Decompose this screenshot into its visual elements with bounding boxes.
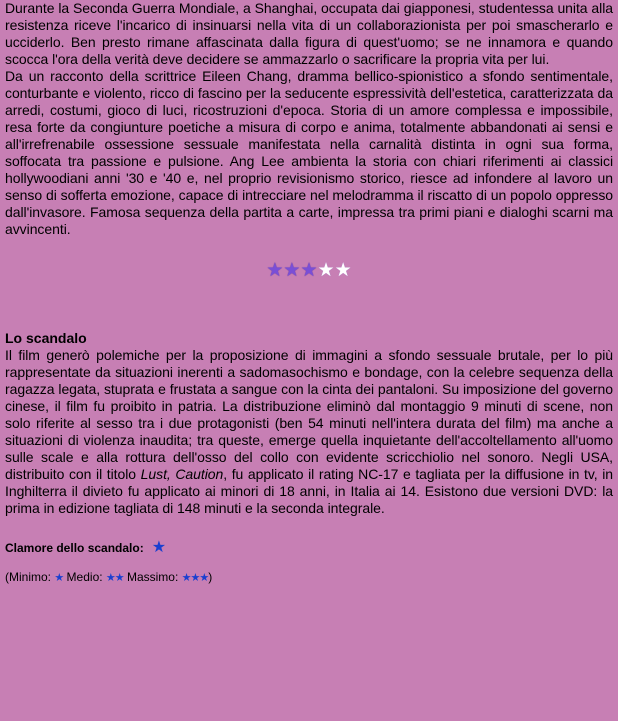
- legend-massimo-label: Massimo:: [123, 570, 182, 584]
- star-icon: ★★: [105, 572, 124, 584]
- star-icon: ★: [266, 260, 284, 281]
- star-icon: ★: [151, 539, 167, 556]
- scandal-paragraph: [5, 347, 613, 517]
- scandal-text-before: Il film generò polemiche per la proposizione di immagini a sfondo sessuale brutale, per lo più rappresentate da situazioni inerenti a sadomasochismo e bondage, con la celebre sequenza della ragazza legata, stuprata e frustata a sangue con la cinta dei pantaloni. Su imposizione del governo cinese, il film fu proibito in patria. La distribuzione eliminò dal montaggio 9 minuti di scene, non solo riferite al sesso tra i due protagonisti (ben 54 minuti nell'intera durata del film) ma anche a situazioni di violenza inaudita; tra queste, emerge quella inquietante dell'accoltellamento all'uomo sulle scale e alla rottura dell'osso del collo con evidente scricchiolio nel sonoro. Negli USA, distribuito con il titolo: [5, 347, 613, 482]
- scandal-level-label: Clamore dello scandalo:: [5, 541, 144, 555]
- star-icon: ★: [283, 260, 301, 281]
- star-icon: ★: [300, 260, 318, 281]
- scandal-text-after: , fu applicato il rating NC-17 e tagliata per la diffusione in tv, in Inghilterra il divieto fu applicato ai minori di 18 anni, in Italia ai 14. Esistono due versioni DVD: la prima in edizione tagliata di 148 minuti e la seconda integrale.: [5, 466, 613, 516]
- star-icon: ★★★: [181, 572, 209, 584]
- rating-stars: [5, 261, 613, 281]
- legend-close: ): [208, 570, 213, 584]
- star-icon: ★: [317, 260, 335, 281]
- legend-open: (Minimo:: [5, 570, 55, 584]
- scandal-level: [5, 539, 613, 557]
- synopsis-paragraph: Durante la Seconda Guerra Mondiale, a Shanghai, occupata dai giapponesi, studentessa unita alla resistenza riceve l'incarico di insinuarsi nella vita di un collaborazionista per poi smascherarlo e ucciderlo. Ben presto rimane affascinata dalla figura di quest'uomo; se ne innamora e quando scocca l'ora della verità deve decidere se ammazzarlo o sacrificare la propria vita per lui.: [5, 0, 613, 67]
- star-icon: ★: [54, 572, 64, 584]
- legend-medio-label: Medio:: [63, 570, 106, 584]
- us-title: Lust, Caution: [140, 466, 224, 482]
- star-icon: ★: [334, 260, 352, 281]
- review-paragraph: Da un racconto della scrittrice Eileen Chang, dramma bellico-spionistico a sfondo sentimentale, conturbante e violento, ricco di fascino per la seducente espressività dell'estetica, caratterizzata da arredi, costumi, gioco di luci, ricostruzioni d'epoca. Storia di un amore complessa e impossibile, resa forte da congiunture poetiche a misura di corpo e anima, totalmente abbandonati ai sensi e all'irrefrenabile ossessione sessuale manifestata nella carnalità distinta in ogni sua forma, soffocata tra passione e pulsione. Ang Lee ambienta la storia con chiari riferimenti ai classici hollywoodiani anni '30 e '40 e, nel proprio revisionismo storico, riesce ad infondere al lavoro un senso di sofferta emozione, capace di intrecciare nel melodramma il riscatto di un popolo oppresso dall'invasore. Famosa sequenza della partita a carte, impressa tra primi piani e dialoghi scarni ma avvincenti.: [5, 68, 613, 237]
- scandal-legend: [5, 570, 613, 586]
- scandal-title: Lo scandalo: [5, 330, 87, 346]
